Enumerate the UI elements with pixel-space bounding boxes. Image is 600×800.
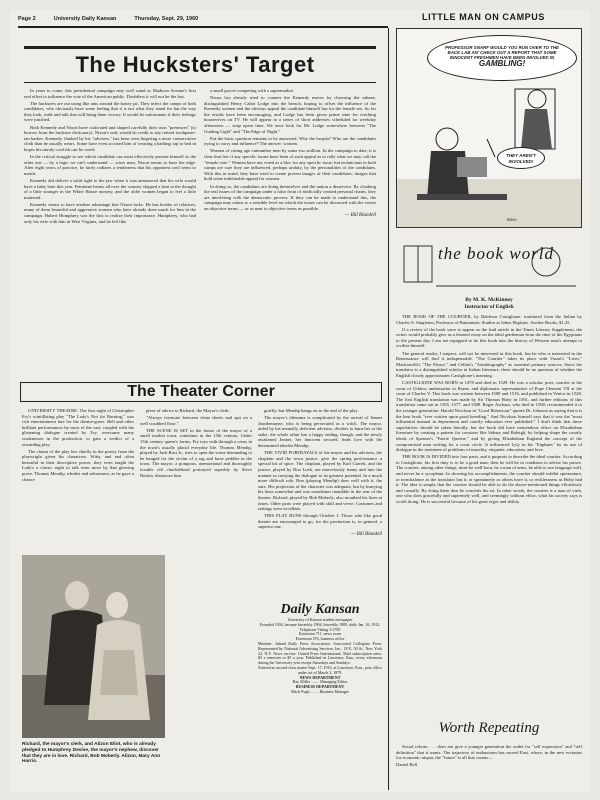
book-world-paragraph: The general reader, I suspect, will not be interested in this book, but he who is interested in the Renaissance will find it indispensable. "The Courtier" takes its place with Vasari's "Lives," Machiavelli's "The Prince," and Cellini's "Autobiography" as essential primary sources. Since the translator is a distinguished scholar in Italian literature, there should be no question of whether the English closely approximates Castiglione's meaning. — [396, 350, 582, 378]
masthead-line: Telephone Viking 3-2700 — [299, 626, 341, 632]
masthead — [258, 602, 382, 695]
theater-paragraph: piece of advice to Richard, the Mayor's clerk: — [146, 408, 230, 413]
theater-paragraph: THIS PLAY RUNS through October 1. Those who like good theatre are encouraged to go, for the production is, in general, a superior one. — [258, 513, 382, 530]
news-dept-label: NEWS DEPARTMENT — [299, 674, 341, 680]
theater-paragraph: The charm of the play lies chiefly in the poetry from the playwright given his characters. Witty, and and often beautiful in their descriptive power, they even taught the Lady's a classic night to talk even more by that glowing prose. Thomas Mendip, idealist and adventurer, as he gave a chance — [22, 448, 134, 482]
theater-paragraph: The mayor's dilemma is complicated by the arrival of Jennet Jourdemayne, who is being persecuted as a witch. The mayor, aided by his mentally deficient advisers, decides to burn her at the stake, the whole affair has a happy ending, though, and the newly awakened Jennet, her innocent secured, finds love with the determined idealist Mendip. — [258, 415, 382, 449]
headline-rule-bottom — [24, 82, 376, 83]
book-world-heading — [396, 232, 582, 294]
masthead-line: Extension 711, news room — [298, 631, 342, 637]
masthead-line: University of Kansan student newspaper — [287, 617, 353, 622]
editorial-column-1 — [24, 88, 196, 376]
theater-column-3 — [258, 408, 382, 600]
editorial-paragraph: Both Kennedy and Nixon have cultivated and shaped carefully their own "presences" (to borrow from the huckster dictionary). Nixon's only would do credit to any retired toothpaste-tan basher. Kennedy, flanked by his "advisers," has been seen fingering a more conservative cloth than he usually wears. Some have even accused him of wearing a bathing cap to bed in hopes his unruly cowlick can be cured. — [24, 124, 196, 152]
theater-paragraph: "Always fornicate between clean sheets and spit on a well scrubbed floor." — [140, 415, 252, 426]
editorial-headline: The Hucksters' Target — [75, 52, 315, 77]
page-number: Page 2 — [18, 16, 36, 22]
editorial-paragraph: In the critical struggle to see which candidate can most effectively present himself as the other one — by a logic we can't understand — wiser man, Nixon seems to have the edge. After eight years of practice, he fairly radiates a tenderness that his opponent can't seem to match. — [24, 154, 196, 176]
theater-byline: — Bill Blundell — [350, 531, 382, 537]
masthead-logo: Daily Kansan — [280, 602, 360, 617]
cartoonist-signature: Bibler — [507, 217, 517, 222]
editorial-byline: — Bill Blundell — [344, 213, 376, 219]
play-scene-illustration — [22, 555, 165, 738]
editorial-paragraph: a small grocer competing with a supermarket. — [210, 88, 295, 93]
newspaper-page — [10, 10, 590, 792]
editorial-paragraph: In doing so, the candidates are doing themselves and the nation a disservice. By cloaking the real issues of the campaign under a false front of artificially created personal charm, they are interfering with the democratic process. If they can be made to understand this, the campaign may return to a sensible level on which the issues can be discussed with the voters on objective terms — or as near to objective terms as possible. — [204, 183, 376, 211]
worth-repeating-author: Daniel Bell — [396, 762, 418, 768]
worth-repeating-title: Worth Repeating — [438, 720, 540, 736]
paper-name: University Daily Kansan — [53, 16, 117, 22]
book-world-body — [396, 314, 582, 716]
book-world-title: the book world — [438, 244, 554, 263]
book-world-paragraph: If a review of the book were to appear as the lead article in the Times Literary Supplement, the writer would probably give us a learned essay on the ideal gentleman from the time of the Egyptians to the present day. I am not equipped to do this book into the history of Western man's attempt to civilize himself. — [396, 326, 582, 349]
bubble-main-text: PROFESSOR SNARF WOULD YOU RUN OVER TO THE BACK LAB AN' CHECK OUT A REPORT THAT SOME INNOCENT FRESHMEN HAVE BEEN INVOLVED IN — [444, 45, 559, 61]
editorial-paragraph: Kennedy seems to have another advantage that Nixon lacks. He has hordes of relatives, many of them beautiful and aggressive women who have already done much for him in the campaign. Hubert Humphrey was the first to realize their importance. Humphrey, who had only his wife with him in West Virginia, and he left like — [24, 201, 196, 224]
book-world-paragraph: CASTIGLIONE WAS BORN in 1478 and died in 1529. He was a scholar, poet, courtier at the court of Urbino, ambassador to Rome, and diplomatic representative of Pope Clement VII at the court of Charles V. This book was written between 1508 and 1516, and published in Venice in 1528. The first English translation was made by Sir Thomas Hoby in 1561, and further editions of this translation came out in 1565, 1577, and 1588. Roger Ascham, who died in 1568, recommended it to the younger generation. Harold Nicolson in "Good Behaviour" quotes Dr. Johnson as saying that it is the best book "ever written upon good breeding." And Nicolson himself says that it was the "most influential manual in deportment and courtly education ever published." I don't think that these superlatives should be taken literally, but the book did have tremendous effect on Elizabethan literature by creating a pattern for courtiers like Sidney and Raleigh, by helping shape the courtly ideals of Spenser's "Faerie Queene," and by giving Elizabethan England the concept of the compromised man writing for a court circle. It influenced Lyly in his "Euphues" by its use of dialogue in the treatment of problems of morality, etiquette, education, and love. — [396, 380, 582, 453]
theater-paragraph: THE SCENE IS SET in the house of the mayor of a small market town, sometime in the 15th century. Under 15th century queen's forms, Fry toys with through a crisis in the town's usually placid everyday life. Thomas Mendip, played by Jack Rust Jr., tries to open the scene demanding to be hanged for the victim of a rag and bone peddler in the town. The mayor, a pompous, unemotional and thoroughly lovable old chucklehead portrayed superbly by Steve Becker, dismisses him — [140, 427, 252, 478]
editorial-paragraph: Kennedy did deliver a solid right to the jaw when it was announced that his wife would have a baby later this year. Feminine hearts all over the country skipped a beat at the thought of a little stranger in the White House nursery, and the older women began to feel a little maternal. — [24, 177, 196, 200]
theater-paragraph: THE VIVID PORTRAYALS of the mayor and his advisers, the chaplain and the town justice, give the spring performance a special bit of spice. The chaplain, played by Karl Garrett, and the justice, played by Ron Loeb, are marvelously funny and into the manner in carrying the dialogue to its greatest potential. In a much more difficult role, Ron (playing Mendip) does well with it, the sure. His projection of the character was adequate, but by hurrying his lines somewhat and was sometimes inaudible in the rear of the theatre. Richard, played by Bob Moberly, also mouthed his lines at times. Other parts were played with skill and verve. Costumes and settings were excellent. — [258, 450, 382, 512]
biz-manager-line: Mack Pugh ........ Business Manager — [291, 688, 349, 694]
masthead-line: Member: Inland Daily Press Association. Associated Collegiate Press. Represented by National Advertising Services, Inc., 18 E. 50 St., New York 22, N.Y. News service: United Press International. Mail subscription rates: $3 a semester or $5 a year. Published in Lawrence, Kan., every afternoon during the University year except Saturdays and Sundays. — [258, 640, 382, 666]
theater-paragraph: UNIVERSITY THEATRE: The first night of Christopher Fry's scintillating play "The Lady's Not for Burning," was rich entertainment fare for the theatre-goers. Bell and other brilliant performances by most of the cast, coupled with the glistening dialogue created by Fry, overcame many weaknesses in the production, to gain a verdict of a rewarding play. — [22, 408, 134, 447]
book-world-author-role: Instructor of English — [464, 304, 514, 310]
play-scene-photo — [22, 555, 165, 738]
book-world-paragraph: THE BOOK IS DIVIDED into four parts, and it purports to describe the ideal courtier. According to Castiglione, his first duty is to be a good man; then he will be in condition to advise his prince. The courtier, among other things, must be well born, be a man of arms, be able to use language well, and never be a sycophant. In showing his accomplishments, the courtier should exhibit sprezzatura, or nonchalance as the translator has it, or spontaneity as others have it, or recklessness as Hoby had it. The idea is simply that the courtier should be able to do the above-mentioned things effortlessly and casually. By doing them thus he conceals his art. In other words, the courtier is a man of virtù, one who does gracefully and supremely well, and seemingly without effort, what his society says is worth doing. He is successful because of his great vigor and ability. — [396, 454, 582, 504]
book-world-author: By M. K. McKinney — [465, 297, 513, 303]
photo-caption: Richard, the mayor's clerk, and Alizon Eliot, who is already pledged to Humphrey Devise, the mayor's nephew, discover that they are in love. Richard, Bob Moberly. Alizon, Mary Ann Harris. — [22, 742, 161, 765]
masthead-line: Founded 1904, became biweekly 1904, biweekly 1909, daily Jan. 16, 1912. — [259, 621, 381, 627]
top-rule — [18, 26, 388, 28]
theater-column-2-extra — [170, 555, 252, 740]
book-world-paragraph: THE BOOK OF THE COURTIER, by Baldesar Castiglione, translated from the Italian by Charles S. Singleton, Professor of Humanistic Studies at Johns Hopkins. Anchor Books, $1.25. — [396, 314, 582, 325]
cartoon-speech-bubble — [427, 35, 577, 81]
masthead-line: Entered as second-class matter Sept. 17, 1910, at Lawrence, Kan., post office under act of March 3, 1879. — [258, 664, 382, 675]
editorial-paragraph: Put the basic question remains to be answered: Why the hoopla? Who are the candidates trying to curry and influence? The answer: women. — [204, 135, 376, 147]
editorial-paragraph: The hucksters are out using like ants around the honey jar. They infect the camps of both candidates, who obviously have some feeling that it is not what they stand for but the way they look, walk and talk that will bring them victory. It would be unfortunate if their feelings were justified. — [24, 100, 196, 123]
theater-column-2 — [140, 408, 252, 553]
editorial-paragraph: Nixon has already tried to counter the Kennedy moves by choosing the urbane, distinguished Henry Cabot Lodge into the breach, hoping to offset the influence of the Kennedy women and the obvious appeal the candidate himself has for the female sex. So far the results have been encouraging, and Lodge has been given prime time for reaching housewives on TV. He will appear in a series of short addresses scheduled for weekday afternoons — soap opera time. We once look for Mr. Lodge somewhere between "The Guiding Light" and "The Edge of Night." — [204, 95, 376, 134]
column-divider — [388, 28, 389, 790]
editorial-column-2 — [204, 88, 376, 376]
cartoon-panel — [396, 28, 582, 228]
worth-repeating-body — [396, 744, 582, 788]
bubble-emphasis-text: GAMBLING! — [478, 58, 526, 68]
editor-line: Ray Miller ........ Managing Editor — [292, 679, 348, 685]
biz-dept-label: BUSINESS DEPARTMENT — [295, 684, 345, 690]
editorial-paragraph: In years to come, this presidential campaign may well stand as Madison Avenue's first real effort to influence the vote of the American public. Doubtless it will not be the last. — [24, 88, 196, 99]
headline-rule-top — [24, 46, 376, 49]
folio-line — [18, 13, 418, 25]
cartoon-reply-bubble: THEY AREN'T INVOLVED! — [497, 147, 545, 169]
theater-column-1 — [22, 408, 134, 553]
issue-date: Thursday, Sept. 29, 1960 — [134, 16, 199, 22]
theater-corner-header: The Theater Corner — [20, 382, 382, 402]
cartoon-section-title: LITTLE MAN ON CAMPUS — [422, 12, 545, 22]
editorial-paragraph: Women of voting age outnumber men by some two million. In the campaign to date, it is clear that few if any specific issues have been of such appeal as to rally what we may call the "female vote." Women have not voted as a bloc for any specific issue; but technicians in both camps are sure they are influenced, perhaps unduly, by the personalities of the candidates. With this in mind, they have tried to create proven images of their candidates, images that hold some indefinable appeal for women. — [204, 148, 376, 182]
masthead-line: Extension 376, business office — [295, 636, 345, 642]
theater-paragraph: gruffly, but Mendip hangs on to the end of the play. — [264, 408, 359, 413]
worth-repeating-text: Social reform . . . does not give a younger generation the outlet for "self expression" and "self definition" that it wants. The trajectory of enthusiasm has curved East, where, in the new ecstasies for economic utopia, the "future" is all that counts— — [396, 744, 582, 761]
